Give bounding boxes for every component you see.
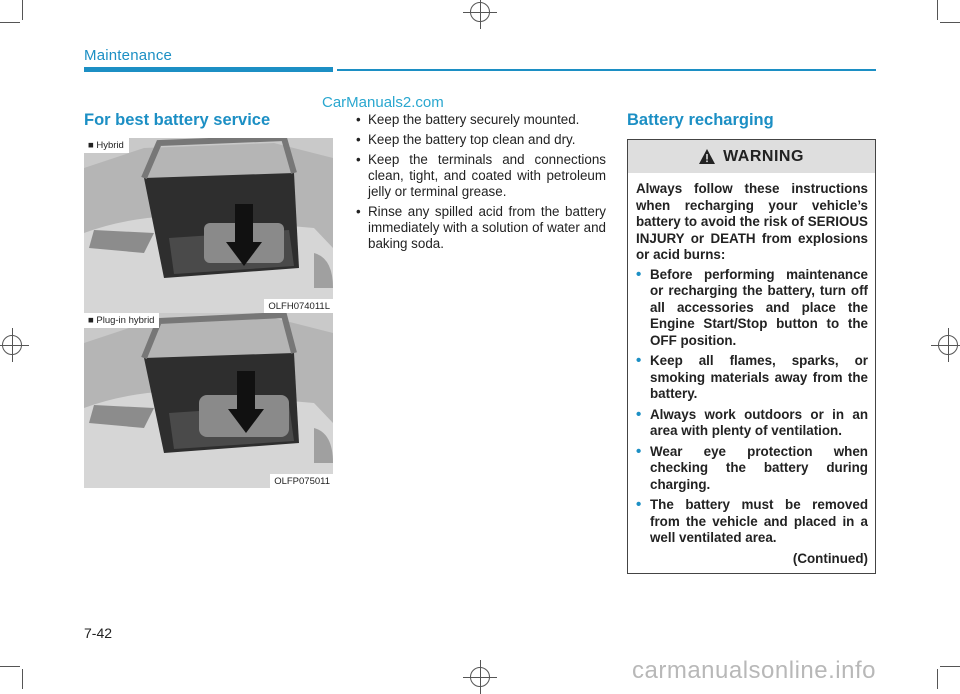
registration-mark xyxy=(2,335,22,355)
page-number: 7-42 xyxy=(84,625,113,641)
photo-hybrid-trunk xyxy=(84,138,333,313)
crop-mark xyxy=(937,669,938,689)
trunk-illustration xyxy=(84,138,333,313)
warning-header xyxy=(628,140,875,173)
header-rule-thin xyxy=(337,69,876,71)
photo-code: OLFH074011L xyxy=(264,299,333,313)
section-title: Maintenance xyxy=(84,47,173,64)
photo-tag-hybrid: ■ Hybrid xyxy=(84,138,129,153)
warning-list xyxy=(636,267,868,547)
list-item: • Keep the battery securely mounted. xyxy=(356,112,606,128)
crop-mark xyxy=(0,666,20,667)
crop-mark xyxy=(940,22,960,23)
heading-best-battery-service: For best battery service xyxy=(84,111,271,129)
warning-triangle-icon xyxy=(699,149,715,164)
registration-mark xyxy=(470,667,490,687)
battery-service-list xyxy=(356,112,606,256)
warning-intro: Always follow these instructions when recharging your vehicle’s battery to avoid the risk of SERIOUS INJURY or DEATH from explosions or acid burns: xyxy=(636,181,868,262)
watermark-link[interactable]: CarManuals2.com xyxy=(322,94,444,111)
crop-mark xyxy=(0,22,20,23)
crop-mark xyxy=(22,669,23,689)
list-item: • Wear eye protection when checking the battery during charging. xyxy=(636,444,868,494)
header-rule-thick xyxy=(84,67,333,72)
trunk-illustration xyxy=(84,313,333,488)
registration-mark xyxy=(938,335,958,355)
registration-mark xyxy=(470,2,490,22)
warning-body xyxy=(636,181,868,567)
crop-mark xyxy=(940,666,960,667)
list-item: • Keep the terminals and connections clean, tight, and coated with petroleum jelly or terminal grease. xyxy=(356,152,606,200)
photo-tag-plugin-hybrid: ■ Plug-in hybrid xyxy=(84,313,159,328)
heading-battery-recharging: Battery recharging xyxy=(627,111,774,129)
list-item: • Keep all flames, sparks, or smoking materials away from the battery. xyxy=(636,353,868,403)
warning-title: WARNING xyxy=(723,147,804,165)
photo-code: OLFP075011 xyxy=(270,474,333,488)
list-item: • Keep the battery top clean and dry. xyxy=(356,132,606,148)
list-item: • Before performing maintenance or recharging the battery, turn off all accessories and place the Engine Start/Stop button to the OFF position. xyxy=(636,267,868,350)
photo-plugin-hybrid-trunk xyxy=(84,313,333,488)
footer-site-link[interactable]: carmanualsonline.info xyxy=(632,657,876,684)
list-item: • Always work outdoors or in an area with plenty of ventilation. xyxy=(636,407,868,440)
list-item: • Rinse any spilled acid from the battery immediately with a solution of water and baking soda. xyxy=(356,204,606,252)
crop-mark xyxy=(937,0,938,20)
list-item: • The battery must be removed from the vehicle and placed in a well ventilated area. xyxy=(636,497,868,547)
warning-box xyxy=(627,139,876,574)
crop-mark xyxy=(22,0,23,20)
continued-label: (Continued) xyxy=(792,550,868,566)
